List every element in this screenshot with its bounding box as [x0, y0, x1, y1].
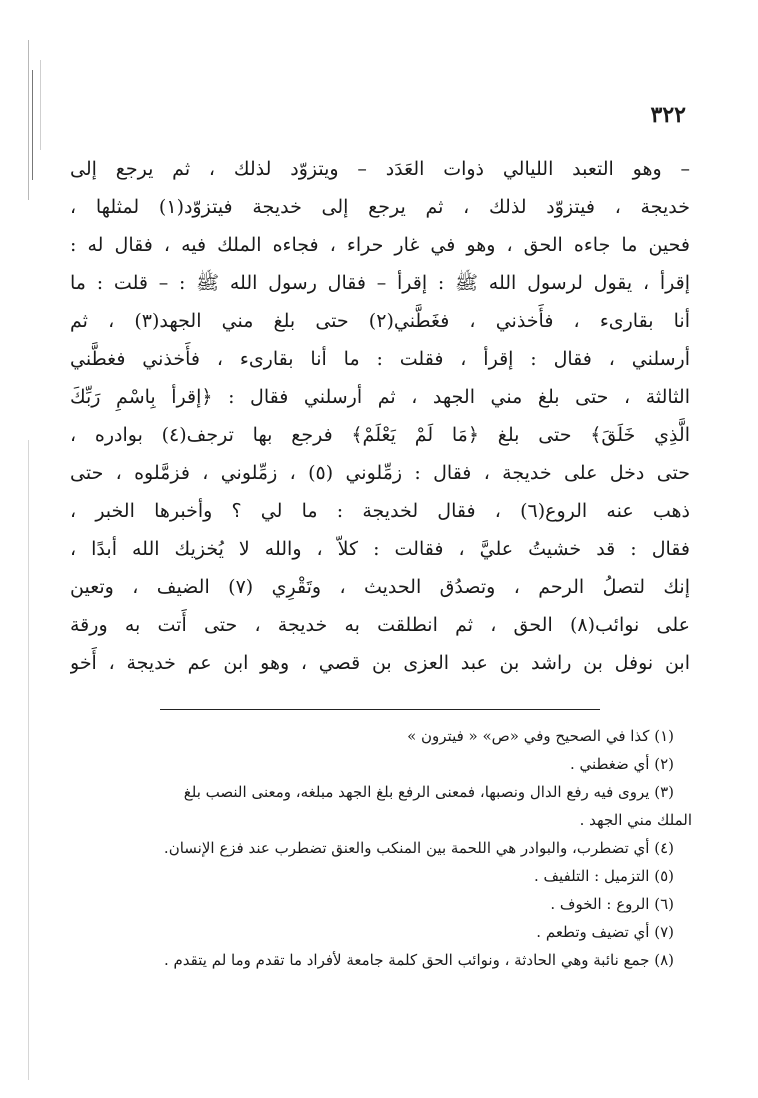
- text-line: ابن نوفل بن راشد بن عبد العزى بن قصي ، وهو ابن عم خديجة ، أَخو: [70, 652, 690, 674]
- footnote: [70, 890, 692, 918]
- footnote-text: (١) كذا في الصحيح وفي «ص» « فيترون »: [407, 727, 674, 745]
- footnote: [70, 862, 692, 890]
- footnote-text: (٦) الروع : الخوف .: [550, 895, 674, 913]
- footnote-text: (٥) التزميل : التلفيف .: [533, 867, 674, 885]
- text-line: إنك لتصلُ الرحم ، وتصدُق الحديث ، وتَقْرِي (٧) الضيف ، وتعين: [70, 576, 690, 598]
- footnotes: [70, 722, 692, 974]
- footnote: [70, 778, 692, 834]
- text-line: أنا بقارىء ، فأَخذني ، فغَطَّني(٢) حتى بلغ مني الجهد(٣) ، ثم: [70, 310, 690, 332]
- text-line: فقال : قد خشيتُ عليَّ ، فقالت : كلاّ ، والله لا يُخزيك الله أبدًا ،: [70, 538, 690, 560]
- footnote-continuation: الملك مني الجهد .: [579, 811, 692, 829]
- scan-edge-line: [40, 60, 41, 150]
- footnote-text: (٢) أي ضغطني .: [569, 755, 674, 773]
- page-number: ٣٢٢: [650, 102, 686, 128]
- footnote-text: (٧) أي تضيف وتطعم .: [536, 923, 674, 941]
- text-line: خديجة ، فيتزوّد لذلك ، ثم يرجع إلى خديجة فيتزوّد(١) لمثلها ،: [70, 196, 690, 218]
- footnote: [70, 834, 692, 862]
- text-line: حتى دخل على خديجة ، فقال : زمِّلوني (٥) ، زمِّلوني ، فزمَّلوه ، حتى: [70, 462, 690, 484]
- footnote-separator: [160, 709, 600, 710]
- scan-edge-line: [28, 40, 29, 200]
- footnote-text: (٣) يروى فيه رفع الدال ونصبها، فمعنى الرفع بلغ الجهد مبلغه، ومعنى النصب بلغ: [183, 783, 674, 801]
- text-line: فحين ما جاءه الحق ، وهو في غار حراء ، فجاءه الملك فيه ، فقال له :: [70, 234, 690, 256]
- scan-edge-line: [28, 440, 29, 1080]
- text-line: – وهو التعبد الليالي ذوات العَدَد – ويتزوّد لذلك ، ثم يرجع إلى: [70, 158, 690, 180]
- main-text: [70, 150, 690, 682]
- text-line: إقرأ ، يقول لرسول الله ﷺ : إقرأ – فقال رسول الله ﷺ : – قلت : ما: [70, 272, 690, 294]
- footnote: [70, 750, 692, 778]
- text-line: على نوائب(٨) الحق ، ثم انطلقت به خديجة ، حتى أَتت به ورقة: [70, 614, 690, 636]
- scan-edge-line: [32, 70, 33, 180]
- footnote: [70, 722, 692, 750]
- text-line: الثالثة ، حتى بلغ مني الجهد ، ثم أرسلني فقال : ﴿إقرأ بِاسْمِ رَبِّكَ: [70, 386, 690, 408]
- text-line: أرسلني ، فقال : إقرأ ، فقلت : ما أنا بقارىء ، فأَخذني فغطَّني: [70, 348, 690, 370]
- footnote: [70, 946, 692, 974]
- footnote-text: (٤) أي تضطرب، والبوادر هي اللحمة بين المنكب والعنق تضطرب عند فزع الإنسان.: [163, 839, 674, 857]
- text-line: الَّذِي خَلَقَ﴾ حتى بلغ ﴿مَا لَمْ يَعْلَمْ﴾ فرجع بها ترجف(٤) بوادره ،: [70, 424, 690, 446]
- footnote: [70, 918, 692, 946]
- footnote-text: (٨) جمع نائبة وهي الحادثة ، ونوائب الحق كلمة جامعة لأفراد ما تقدم وما لم يتقدم .: [163, 951, 674, 969]
- text-line: ذهب عنه الروع(٦) ، فقال لخديجة : ما لي ؟ وأخبرها الخبر ،: [70, 500, 690, 522]
